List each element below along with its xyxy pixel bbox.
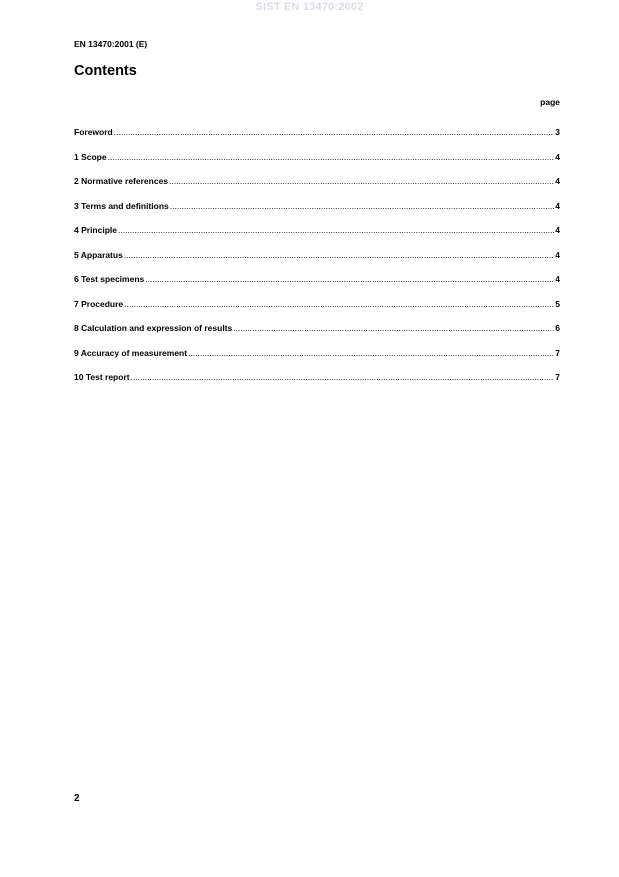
- toc-label: 6 Test specimens: [74, 274, 145, 284]
- toc-page: 4: [555, 176, 560, 186]
- table-of-contents: [74, 127, 560, 397]
- toc-entry-test-report[interactable]: [74, 372, 560, 397]
- page-column-header: page: [540, 97, 560, 107]
- toc-page: 7: [555, 347, 560, 358]
- toc-leader: [170, 201, 554, 211]
- toc-page: 6: [555, 323, 560, 333]
- toc-leader: [114, 127, 555, 137]
- toc-label: 2 Normative references: [74, 176, 169, 186]
- toc-leader: [169, 176, 554, 186]
- toc-page: 4: [555, 151, 560, 162]
- toc-leader: [124, 299, 554, 309]
- toc-page: 4: [555, 274, 560, 284]
- toc-label: Foreword: [74, 127, 113, 137]
- toc-leader: [108, 152, 555, 162]
- toc-label: 1 Scope: [74, 151, 107, 162]
- toc-page: 4: [555, 225, 560, 235]
- toc-leader: [124, 250, 554, 260]
- toc-entry-calculation[interactable]: [74, 323, 560, 348]
- toc-leader: [145, 274, 554, 284]
- toc-label: 4 Principle: [74, 225, 117, 235]
- toc-page: 4: [555, 200, 560, 211]
- toc-leader: [233, 323, 554, 333]
- toc-leader: [188, 348, 554, 358]
- toc-entry-test-specimens[interactable]: [74, 274, 560, 299]
- watermark: SIST EN 13470:2002: [255, 1, 364, 13]
- toc-entry-scope[interactable]: [74, 152, 560, 177]
- toc-label: 7 Procedure: [74, 298, 124, 309]
- toc-leader: [131, 372, 555, 382]
- toc-entry-procedure[interactable]: [74, 299, 560, 324]
- toc-page: 7: [555, 372, 560, 382]
- toc-label: 9 Accuracy of measurement: [74, 347, 188, 358]
- toc-entry-principle[interactable]: [74, 225, 560, 250]
- toc-entry-apparatus[interactable]: [74, 250, 560, 275]
- toc-entry-accuracy[interactable]: [74, 348, 560, 373]
- toc-leader: [118, 225, 554, 235]
- toc-entry-terms-and-definitions[interactable]: [74, 201, 560, 226]
- toc-label: 8 Calculation and expression of results: [74, 323, 233, 333]
- page-number: 2: [74, 793, 80, 804]
- toc-label: 5 Apparatus: [74, 249, 123, 260]
- toc-entry-normative-references[interactable]: [74, 176, 560, 201]
- toc-entry-foreword[interactable]: [74, 127, 560, 152]
- document-id: EN 13470:2001 (E): [74, 39, 148, 49]
- toc-page: 3: [555, 127, 560, 137]
- toc-label: 3 Terms and definitions: [74, 200, 169, 211]
- toc-page: 4: [555, 249, 560, 260]
- toc-label: 10 Test report: [74, 372, 130, 382]
- toc-page: 5: [555, 298, 560, 309]
- contents-title: Contents: [74, 63, 137, 79]
